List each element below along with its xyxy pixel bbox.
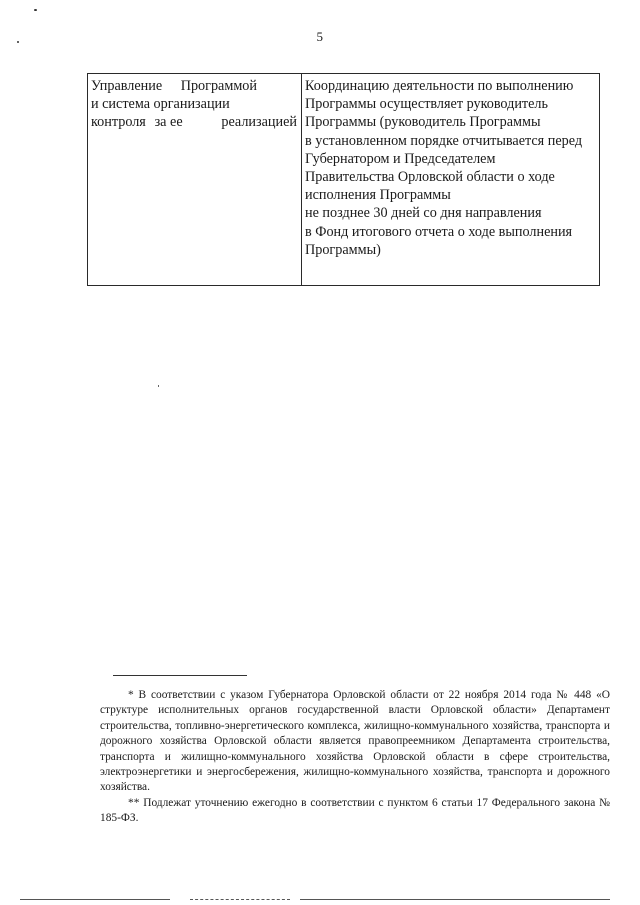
row-heading-line	[91, 113, 297, 131]
row-heading-cell	[88, 74, 302, 286]
footnote: * В соответствии с указом Губернатора Орловской области от 22 ноября 2014 года № 448 «О структуре исполнительных органов государственной власти Орловской области» Департамент строительства, топливно-энергетического комплекса, жилищно-коммунального хозяйства, транспорта и дорожного хозяйства Орловской области является правопреемником Департамента строительства, транспорта и жилищно-коммунального хозяйства Орловской области в сфере строительства, электроэнергетики и энергосбережения, жилищно-коммунального хозяйства, транспорта и дорожного хозяйства.	[100, 689, 610, 794]
row-content-line: Программы)	[305, 241, 381, 258]
row-content-line: Правительства Орловской области о ходе	[305, 169, 555, 186]
scan-edge-line	[190, 899, 290, 900]
row-content-line: в Фонд итогового отчета о ходе выполнения	[305, 223, 573, 240]
row-heading-word: реализацией	[221, 114, 297, 131]
row-heading-word: Программой	[180, 78, 257, 94]
scan-edge-line	[300, 899, 610, 900]
row-heading-word: за ее	[154, 114, 183, 131]
page-number: 5	[316, 29, 324, 44]
row-heading-line	[91, 77, 297, 95]
program-management-table	[87, 73, 600, 286]
row-heading-word: контроля	[91, 114, 146, 131]
row-heading-word: Управление	[91, 78, 163, 94]
scan-speck	[158, 385, 159, 387]
row-content-cell	[302, 74, 600, 286]
footnotes	[100, 688, 610, 827]
scan-speck	[34, 9, 37, 11]
row-content-line: Программы (руководитель Программы	[305, 114, 541, 131]
row-content-line: в установленном порядке отчитывается перед	[305, 132, 583, 149]
footnote-separator	[113, 675, 247, 676]
row-content-line: Координацию деятельности по выполнению	[305, 78, 574, 94]
row-content-line: не позднее 30 дней со дня направления	[305, 205, 542, 222]
row-content-line: Программы осуществляет руководитель	[305, 96, 548, 113]
footnote: ** Подлежат уточнению ежегодно в соответствии с пунктом 6 статьи 17 Федерального закона № 185-ФЗ.	[100, 796, 610, 825]
table-row	[88, 74, 600, 286]
row-heading-line: и система организации	[91, 96, 230, 113]
row-content-line: исполнения Программы	[305, 187, 451, 204]
row-content-line: Губернатором и Председателем	[305, 150, 496, 167]
scan-edge-line	[20, 899, 170, 900]
